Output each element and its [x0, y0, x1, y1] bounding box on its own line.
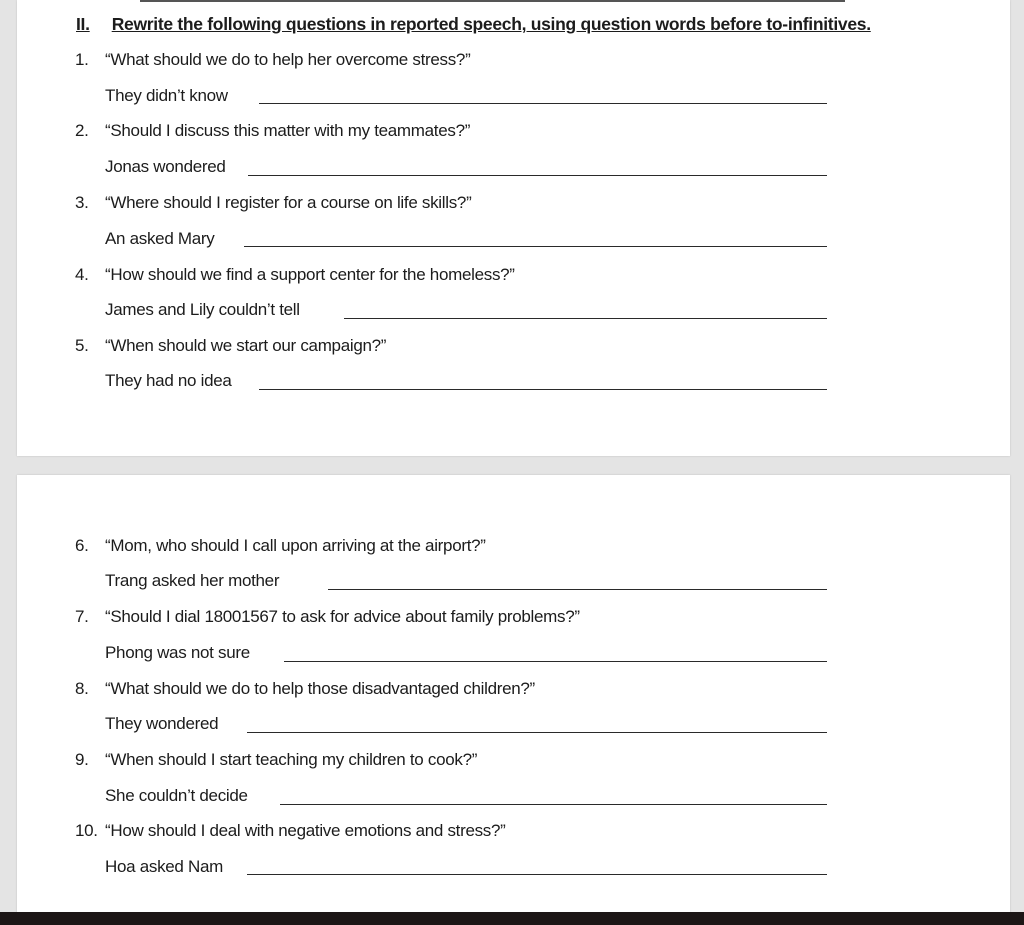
question-number: 9.: [75, 750, 89, 769]
question-4: [75, 265, 515, 285]
question-text: “Should I discuss this matter with my teammates?”: [105, 121, 471, 140]
question-number: 5.: [75, 336, 89, 355]
question-3: [75, 193, 471, 213]
prompt-4: James and Lily couldn’t tell: [105, 300, 300, 319]
answer-line-2: [248, 175, 827, 176]
question-number: 10.: [75, 821, 98, 840]
page-2: [17, 475, 1010, 917]
prompt-5: They had no idea: [105, 371, 232, 390]
question-text: “Where should I register for a course on life skills?”: [105, 193, 472, 212]
prompt-10: Hoa asked Nam: [105, 857, 223, 876]
question-6: [75, 536, 486, 556]
section-heading: [76, 14, 871, 35]
question-8: [75, 679, 535, 699]
question-10: [75, 821, 506, 841]
question-text: “What should we do to help those disadvantaged children?”: [105, 679, 535, 698]
question-number: 2.: [75, 121, 89, 140]
section-instruction: Rewrite the following questions in reported speech, using question words before to-infinitives.: [111, 14, 871, 34]
question-number: 4.: [75, 265, 89, 284]
prompt-8: They wondered: [105, 714, 219, 733]
answer-line-1: [259, 103, 827, 104]
question-2: [75, 121, 470, 141]
bottom-bar: [0, 912, 1024, 925]
question-text: “What should we do to help her overcome stress?”: [105, 50, 471, 69]
answer-line-4: [344, 318, 827, 319]
question-7: [75, 607, 580, 627]
page-1: [17, 0, 1010, 456]
question-1: [75, 50, 470, 70]
section-number: II.: [76, 14, 90, 34]
top-rule: [140, 0, 845, 2]
answer-line-7: [284, 661, 827, 662]
question-number: 3.: [75, 193, 89, 212]
question-text: “When should we start our campaign?”: [105, 336, 387, 355]
question-5: [75, 336, 386, 356]
question-number: 1.: [75, 50, 89, 69]
answer-line-5: [259, 389, 827, 390]
question-text: “Should I dial 18001567 to ask for advice about family problems?”: [105, 607, 580, 626]
prompt-1: They didn’t know: [105, 86, 228, 105]
prompt-2: Jonas wondered: [105, 157, 226, 176]
question-text: “When should I start teaching my children to cook?”: [105, 750, 478, 769]
question-text: “How should I deal with negative emotions and stress?”: [105, 821, 506, 840]
question-text: “How should we find a support center for the homeless?”: [105, 265, 515, 284]
question-number: 6.: [75, 536, 89, 555]
prompt-6: Trang asked her mother: [105, 571, 280, 590]
prompt-9: She couldn’t decide: [105, 786, 248, 805]
question-number: 7.: [75, 607, 89, 626]
answer-line-8: [247, 732, 827, 733]
answer-line-9: [280, 804, 827, 805]
question-text: “Mom, who should I call upon arriving at the airport?”: [105, 536, 486, 555]
prompt-3: An asked Mary: [105, 229, 215, 248]
answer-line-3: [244, 246, 827, 247]
prompt-7: Phong was not sure: [105, 643, 250, 662]
answer-line-6: [328, 589, 827, 590]
question-number: 8.: [75, 679, 89, 698]
question-9: [75, 750, 477, 770]
answer-line-10: [247, 874, 827, 875]
